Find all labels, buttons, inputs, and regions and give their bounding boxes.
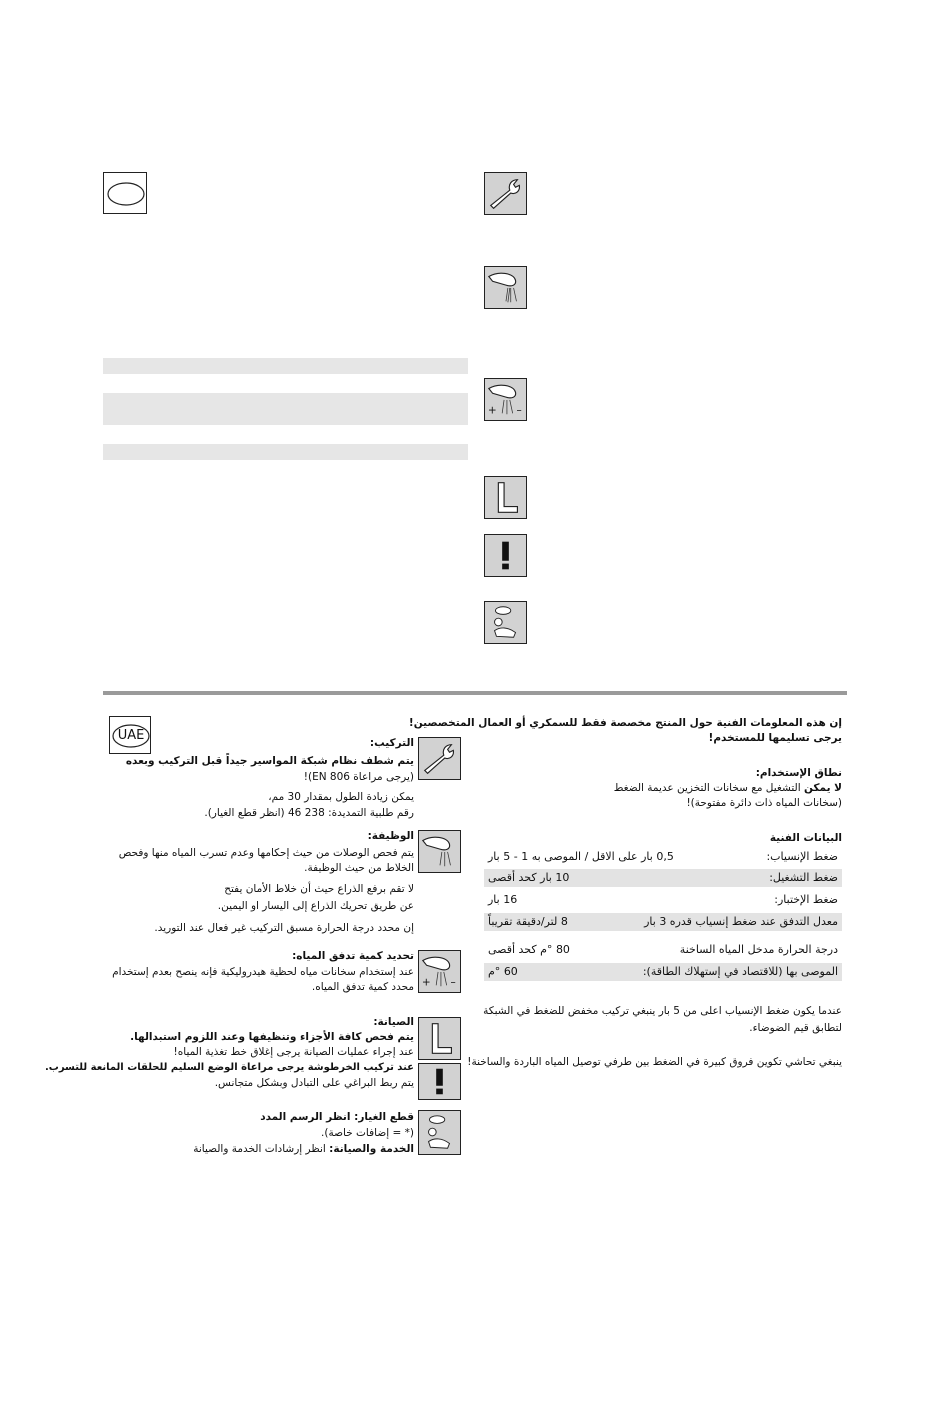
oval-icon [104,173,148,215]
warning-line-1: إن هذه المعلومات الفنية حول المنتج مخصصة فقط للسمكري أو العمال المتخصصين! [408,717,842,729]
tech-data-row [484,913,842,931]
allen-key-icon [484,476,527,519]
svg-text:–: – [516,404,522,417]
lang-code: UAE [117,728,145,743]
tech-data-label: ضغط الإنسياب: [766,850,838,863]
function-note-3: إن محدد درجة الحرارة مسبق التركيب غير فعال عند التوريد. [154,922,414,934]
pressure-note-3: ينبغي تحاشي تكوين فروق كبيرة في الضغط بين طرفي توصيل المياه الباردة والساخنة! [467,1056,842,1068]
service-hands-icon-small [418,1110,461,1155]
service-hands-icon [484,601,527,644]
function-title: الوظيفة: [367,830,414,842]
tech-data-label: ضغط الإختبار: [774,893,838,906]
service-bold: الخدمة والصيانة: [329,1143,414,1155]
grey-bar-2 [103,393,468,425]
service-line [106,1142,414,1157]
scope-bold: لا يمكن [803,782,842,794]
tech-data-row [484,869,842,887]
maintenance-text: عند إجراء عمليات الصيانة يرجى إغلاق خط تغذية المياه! [173,1046,414,1058]
flow-title: تحديد كمية تدفق المياه: [292,950,414,962]
scope-desc: التشغيل مع سخانات التخزين عديمة الضغط [613,782,801,794]
maintenance-bold-2: عند تركيب الخرطوشة يرجى مراعاة الوضع السليم للحلقات المانعة للتسرب. [44,1062,414,1073]
tech-data-row [484,941,842,959]
warning-line-2: يرجى تسليمها للمستخدم! [708,732,842,744]
exclamation-icon-small [418,1063,461,1100]
tech-data-value: 8 لتر/دقيقة تقريباً [488,915,568,928]
tech-data-value: 16 بار [488,893,518,906]
install-ext: يمكن زيادة الطول بمقدار 30 مم، [268,791,414,803]
tech-data-value: 60 °م [488,965,518,978]
tech-title: البيانات الفنية [769,832,842,844]
maintenance-title: الصيانة: [373,1016,414,1028]
flow-adjust-icon-small [418,950,461,993]
maintenance-text-2: يتم ربط البراغي على التبادل وبشكل متجانس. [214,1077,414,1089]
install-order: رقم طلبية التمديدة: 238 46 (انظر قطع الغيار). [204,807,414,819]
function-note-1: لا تقم برفع الذراع حيث أن خلاط الأمان يفتح [224,883,414,895]
service-text: انظر إرشادات الخدمة والصيانة [193,1143,326,1155]
scope-note: (سخانات المياه ذات دائرة مفتوحة)! [686,797,842,809]
function-note-2: عن طريق تحريك الذراع إلى اليسار او اليمين. [217,900,414,912]
svg-text:+: + [487,404,497,417]
maintenance-bold: يتم فحص كافة الأجزاء وتنظيفها وعند اللزوم استبدالها. [130,1031,414,1043]
tech-data-label: ضغط التشغيل: [769,871,838,884]
tech-data-row [484,891,842,909]
faucet-spray-icon-small [418,830,461,873]
svg-text:–: – [450,976,456,989]
wrench-icon-small [418,737,461,780]
allen-key-icon-small [418,1017,461,1060]
tech-data-row [484,963,842,981]
pressure-note-2: لتطابق قيم الضوضاء. [749,1022,842,1034]
tech-data-label: معدل التدفق عند ضغط إنسياب قدره 3 بار [644,915,838,928]
svg-text:+: + [421,976,431,989]
tech-data-label: الموصى بها (للاقتصاد في إستهلاك الطاقة): [642,965,838,978]
grey-bar-3 [103,444,468,460]
grey-bar-1 [103,358,468,374]
language-box-blank [103,172,147,214]
section-divider [103,691,847,695]
spare-parts-bold: قطع الغيار: انظر الرسم المدد [260,1111,414,1123]
install-bold: يتم شطف نظام شبكة المواسير جيداً قبل التركيب وبعده [125,755,414,767]
tech-data-label: درجة الحرارة مدخل المياه الساخنة [679,943,838,956]
flow-text: عند إستخدام سخانات مياه لحظية هيدروليكية فإنه ينصح بعدم إستخدام محدد كمية تدفق المياه. [112,966,414,993]
function-text: يتم فحص الوصلات من حيث إحكامها وعدم تسرب المياه منها وفحص الخلاط من حيث الوظيفة. [118,847,414,874]
scope-title: نطاق الإستخدام: [755,767,842,779]
exclamation-icon [484,534,527,577]
tech-data-value: 10 بار كحد أقصى [488,871,570,884]
tech-data-row [484,848,842,866]
wrench-icon [484,172,527,215]
spare-parts-text: (* = إضافات خاصة). [321,1127,414,1139]
flow-adjust-icon [484,378,527,421]
tech-data-value: 0,5 بار على الاقل / الموصى به 1 - 5 بار [488,850,674,863]
install-title: التركيب: [369,737,414,749]
faucet-spray-icon [484,266,527,309]
tech-data-value: 80 °م كحد أقصى [488,943,570,956]
scope-text [480,781,842,796]
install-ref: (يرجى مراعاة EN 806)! [303,771,414,783]
pressure-note-1: عندما يكون ضغط الإنسياب اعلى من 5 بار ينبغي تركيب مخفض للضغط في الشبكة [483,1005,842,1017]
